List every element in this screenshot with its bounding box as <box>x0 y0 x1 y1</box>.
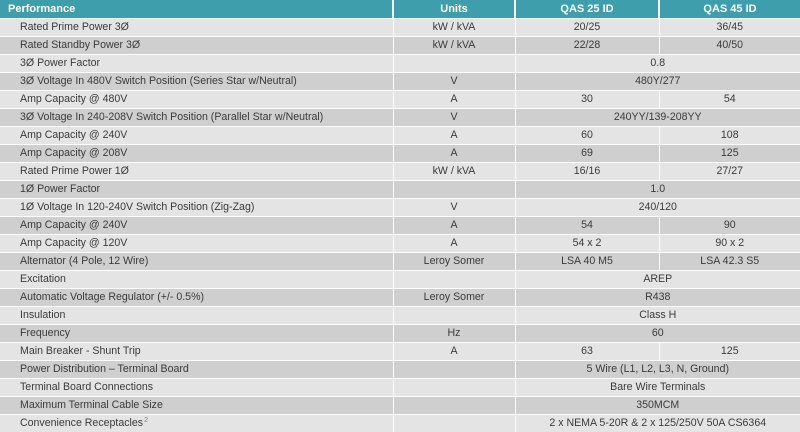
row-value-shared: R438 <box>515 288 800 306</box>
row-label-text: Rated Standby Power 3Ø <box>20 39 141 51</box>
row-units: A <box>393 90 515 108</box>
table-row <box>0 270 800 288</box>
row-value-shared: 5 Wire (L1, L2, L3, N, Ground) <box>515 360 800 378</box>
row-value-qas45: 108 <box>659 126 800 144</box>
row-label-text: Rated Prime Power 1Ø <box>20 165 129 177</box>
table-row <box>0 90 800 108</box>
row-label <box>0 414 393 432</box>
table-row <box>0 108 800 126</box>
row-value-qas45: 40/50 <box>659 36 800 54</box>
table-row <box>0 396 800 414</box>
row-label-text: Rated Prime Power 3Ø <box>20 21 129 33</box>
row-units: A <box>393 216 515 234</box>
row-units: Hz <box>393 324 515 342</box>
row-label-text: Amp Capacity @ 240V <box>20 219 128 231</box>
row-units <box>393 270 515 288</box>
row-label <box>0 216 393 234</box>
row-units: kW / kVA <box>393 18 515 36</box>
row-units: Leroy Somer <box>393 288 515 306</box>
row-label <box>0 144 393 162</box>
footnote-marker: 2 <box>144 417 148 425</box>
row-label-text: Power Distribution – Terminal Board <box>20 363 189 375</box>
row-value-qas45: 125 <box>659 342 800 360</box>
row-value-qas45: 90 <box>659 216 800 234</box>
row-label <box>0 360 393 378</box>
row-value-qas45: 36/45 <box>659 18 800 36</box>
row-value-shared: 1.0 <box>515 180 800 198</box>
header-performance: Performance <box>0 0 393 18</box>
table-row <box>0 378 800 396</box>
table-row <box>0 324 800 342</box>
table-row <box>0 360 800 378</box>
row-value-qas25: 63 <box>515 342 659 360</box>
table-row <box>0 342 800 360</box>
row-units: A <box>393 342 515 360</box>
row-value-qas25: 20/25 <box>515 18 659 36</box>
row-value-shared: Bare Wire Terminals <box>515 378 800 396</box>
row-value-shared: 480Y/277 <box>515 72 800 90</box>
row-label-text: 1Ø Voltage In 120-240V Switch Position (Zig-Zag) <box>20 201 255 213</box>
row-label <box>0 252 393 270</box>
row-value-shared: 0.8 <box>515 54 800 72</box>
row-value-shared: AREP <box>515 270 800 288</box>
row-units: A <box>393 126 515 144</box>
row-value-qas25: 60 <box>515 126 659 144</box>
row-label-text: 3Ø Power Factor <box>20 57 101 69</box>
table-row <box>0 72 800 90</box>
row-label <box>0 72 393 90</box>
row-label-text: Excitation <box>20 273 66 285</box>
row-label <box>0 162 393 180</box>
row-units <box>393 306 515 324</box>
table-row <box>0 18 800 36</box>
row-label-text: Maximum Terminal Cable Size <box>20 399 163 411</box>
row-label <box>0 108 393 126</box>
row-units: V <box>393 108 515 126</box>
row-label-text: 1Ø Power Factor <box>20 183 101 195</box>
row-value-qas45: 125 <box>659 144 800 162</box>
row-label-text: Automatic Voltage Regulator (+/- 0.5%) <box>20 291 205 303</box>
row-units: A <box>393 234 515 252</box>
row-label-text: 3Ø Voltage In 480V Switch Position (Series Star w/Neutral) <box>20 75 297 87</box>
row-label <box>0 378 393 396</box>
row-label <box>0 180 393 198</box>
row-label-text: Convenience Receptacles <box>20 417 144 430</box>
table-row <box>0 144 800 162</box>
row-units <box>393 396 515 414</box>
row-label <box>0 126 393 144</box>
row-value-shared: 60 <box>515 324 800 342</box>
row-label <box>0 18 393 36</box>
row-value-qas25: 22/28 <box>515 36 659 54</box>
row-value-qas25: 54 x 2 <box>515 234 659 252</box>
row-value-shared: 2 x NEMA 5-20R & 2 x 125/250V 50A CS6364 <box>515 414 800 432</box>
row-label-text: Amp Capacity @ 240V <box>20 129 128 141</box>
row-label <box>0 342 393 360</box>
row-label <box>0 270 393 288</box>
header-row <box>0 0 800 18</box>
row-label-text: Main Breaker - Shunt Trip <box>20 345 141 357</box>
table-row <box>0 54 800 72</box>
row-label-text: Amp Capacity @ 480V <box>20 93 128 105</box>
row-value-qas25: 30 <box>515 90 659 108</box>
row-value-shared: 240/120 <box>515 198 800 216</box>
table-row <box>0 36 800 54</box>
table-row <box>0 126 800 144</box>
row-value-qas45: 54 <box>659 90 800 108</box>
row-units: Leroy Somer <box>393 252 515 270</box>
table-row <box>0 198 800 216</box>
header-units: Units <box>393 0 515 18</box>
table-row <box>0 414 800 432</box>
header-model-qas45: QAS 45 ID <box>659 0 800 18</box>
row-label-text: Insulation <box>20 309 66 321</box>
row-units <box>393 360 515 378</box>
row-label <box>0 198 393 216</box>
row-label-text: Alternator (4 Pole, 12 Wire) <box>20 255 149 267</box>
row-value-qas25: 16/16 <box>515 162 659 180</box>
row-units: kW / kVA <box>393 36 515 54</box>
row-label-text: Frequency <box>20 327 71 339</box>
row-units <box>393 180 515 198</box>
row-value-qas25: LSA 40 M5 <box>515 252 659 270</box>
row-units <box>393 378 515 396</box>
row-label <box>0 306 393 324</box>
row-value-qas25: 69 <box>515 144 659 162</box>
row-units: kW / kVA <box>393 162 515 180</box>
header-model-qas25: QAS 25 ID <box>515 0 659 18</box>
row-value-shared: Class H <box>515 306 800 324</box>
row-label-text: Amp Capacity @ 120V <box>20 237 128 249</box>
row-label <box>0 54 393 72</box>
table-row <box>0 306 800 324</box>
table-row <box>0 180 800 198</box>
row-label-text: Terminal Board Connections <box>20 381 154 393</box>
row-units <box>393 54 515 72</box>
table-row <box>0 288 800 306</box>
row-units: V <box>393 198 515 216</box>
spec-table-body <box>0 18 800 432</box>
row-units: A <box>393 144 515 162</box>
row-label-text: Amp Capacity @ 208V <box>20 147 128 159</box>
row-label <box>0 36 393 54</box>
row-value-qas25: 54 <box>515 216 659 234</box>
row-label <box>0 90 393 108</box>
table-row <box>0 252 800 270</box>
row-label <box>0 234 393 252</box>
row-value-qas45: 90 x 2 <box>659 234 800 252</box>
row-value-qas45: LSA 42.3 S5 <box>659 252 800 270</box>
table-row <box>0 162 800 180</box>
row-units: V <box>393 72 515 90</box>
table-row <box>0 216 800 234</box>
row-label <box>0 288 393 306</box>
row-value-qas45: 27/27 <box>659 162 800 180</box>
row-label <box>0 396 393 414</box>
row-label-text: 3Ø Voltage In 240-208V Switch Position (Parallel Star w/Neutral) <box>20 111 324 123</box>
row-units <box>393 414 515 432</box>
row-value-shared: 240YY/139-208YY <box>515 108 800 126</box>
row-value-shared: 350MCM <box>515 396 800 414</box>
table-row <box>0 234 800 252</box>
row-label <box>0 324 393 342</box>
